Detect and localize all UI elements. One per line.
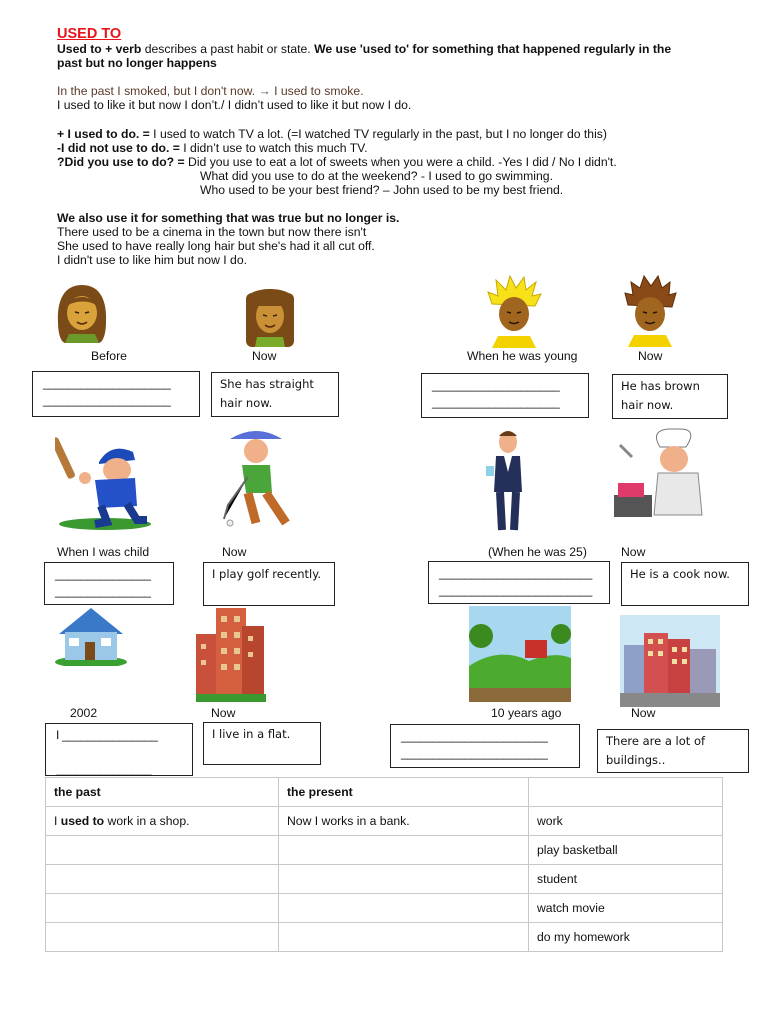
boy-baseball-illustration [55, 432, 155, 530]
form-positive [57, 127, 607, 141]
boy-spiky-blond-hair-illustration [486, 274, 542, 348]
table-cell-past[interactable] [46, 894, 279, 923]
form-negative-label: -I did not use to do. = [57, 141, 180, 155]
cell-text: I [54, 814, 61, 828]
caption-now-6: Now [631, 706, 656, 720]
table-header-past: the past [46, 778, 279, 807]
table-row [46, 923, 723, 952]
form-positive-label: + I used to do. = [57, 127, 150, 141]
answer-blank-6[interactable]: _______________________ _______________________ [390, 724, 580, 768]
answer-box-4[interactable]: He is a cook now. [621, 562, 749, 606]
table-row [46, 836, 723, 865]
worksheet-title: USED TO [57, 26, 122, 42]
also-line-1: There used to be a cinema in the town but now there isn't [57, 225, 367, 239]
intro-text: describes a past habit or state. [141, 42, 315, 56]
man-golf-illustration [212, 427, 300, 531]
table-cell-present[interactable] [279, 865, 529, 894]
caption-now-4: Now [621, 545, 646, 559]
chef-cooking-illustration [610, 425, 710, 519]
table-cell-cue: watch movie [529, 894, 723, 923]
countryside-illustration [469, 606, 571, 702]
answer-blank-3[interactable]: _______________ _______________ [44, 562, 174, 605]
also-line-2: She used to have really long hair but she's had it all cut off. [57, 239, 375, 253]
table-header-present: the present [279, 778, 529, 807]
boy-brown-hair-illustration [622, 273, 678, 347]
table-header-row [46, 778, 723, 807]
intro-line-1 [57, 42, 671, 56]
table-cell-present[interactable] [279, 836, 529, 865]
table-header-cue [529, 778, 723, 807]
caption-now-1: Now [252, 349, 277, 363]
answer-blank-1[interactable]: ____________________ ____________________ [32, 371, 200, 417]
example-like: I used to like it but now I don’t./ I didn’t used to like it but now I do. [57, 98, 412, 112]
form-question-line-3: Who used to be your best friend? – John used to be my best friend. [200, 183, 564, 197]
also-heading: We also use it for something that was true but no longer is. [57, 211, 400, 225]
table-cell-cue: do my homework [529, 923, 723, 952]
form-negative-text: I didn’t use to watch this much TV. [179, 141, 368, 155]
caption-now-3: Now [222, 545, 247, 559]
answer-box-3[interactable]: I play golf recently. [203, 562, 335, 606]
city-buildings-illustration [620, 615, 720, 707]
apartment-building-illustration [196, 604, 266, 702]
caption-before: Before [91, 349, 127, 363]
answer-box-5[interactable]: I live in a flat. [203, 722, 321, 765]
answer-box-6[interactable]: There are a lot of buildings.. [597, 729, 749, 773]
table-cell-cue: student [529, 865, 723, 894]
form-question-text: Did you use to eat a lot of sweets when you were a child. -Yes I did / No I didn't. [184, 155, 617, 169]
table-row [46, 807, 723, 836]
cell-bold-text: used to [60, 814, 105, 828]
caption-2002: 2002 [70, 706, 98, 720]
table-row [46, 865, 723, 894]
intro-line-2: past but no longer happens [57, 56, 217, 70]
house-illustration [55, 604, 127, 666]
intro-bold-term: Used to + verb [57, 42, 142, 56]
form-question-line-2: What did you use to do at the weekend? - I used to go swimming. [200, 169, 553, 183]
table-cell-present[interactable] [279, 923, 529, 952]
table-cell-cue: play basketball [529, 836, 723, 865]
table-cell-present[interactable] [279, 894, 529, 923]
answer-box-2[interactable]: He has brown hair now. [612, 374, 728, 419]
answer-blank-2[interactable]: ____________________ ____________________ [421, 373, 589, 418]
answer-blank-5[interactable]: I _______________ _______________ [45, 723, 193, 776]
table-cell-past[interactable] [46, 807, 279, 836]
intro-bold-explanation: We use 'used to' for something that happened regularly in the [314, 42, 672, 56]
caption-when-child: When I was child [57, 545, 150, 559]
also-line-3: I didn't use to like him but now I do. [57, 253, 247, 267]
table-cell-cue: work [529, 807, 723, 836]
girl-straight-hair-illustration [243, 283, 297, 347]
caption-ten-years-ago: 10 years ago [491, 706, 562, 720]
form-question-label: ?Did you use to do? = [57, 155, 185, 169]
caption-now-5: Now [211, 706, 236, 720]
form-question [57, 155, 617, 169]
table-row [46, 894, 723, 923]
cell-text: work in a shop. [104, 814, 190, 828]
form-positive-text: I used to watch TV a lot. (=I watched TV regularly in the past, but I no longer do this) [149, 127, 607, 141]
table-cell-past[interactable] [46, 865, 279, 894]
table-cell-present[interactable]: Now I works in a bank. [279, 807, 529, 836]
caption-when-young: When he was young [467, 349, 578, 363]
caption-now-2: Now [638, 349, 663, 363]
answer-box-1[interactable]: She has straight hair now. [211, 372, 339, 417]
girl-long-hair-illustration [55, 282, 109, 344]
past-present-table [45, 777, 723, 952]
example-smoke: In the past I smoked, but I don't now. → I used to smoke. [57, 84, 364, 98]
table-cell-past[interactable] [46, 923, 279, 952]
young-man-illustration [478, 428, 538, 534]
answer-blank-4[interactable]: ________________________ ________________________ [428, 561, 610, 604]
form-negative [57, 141, 368, 155]
caption-age-25: (When he was 25) [488, 545, 587, 559]
table-cell-past[interactable] [46, 836, 279, 865]
